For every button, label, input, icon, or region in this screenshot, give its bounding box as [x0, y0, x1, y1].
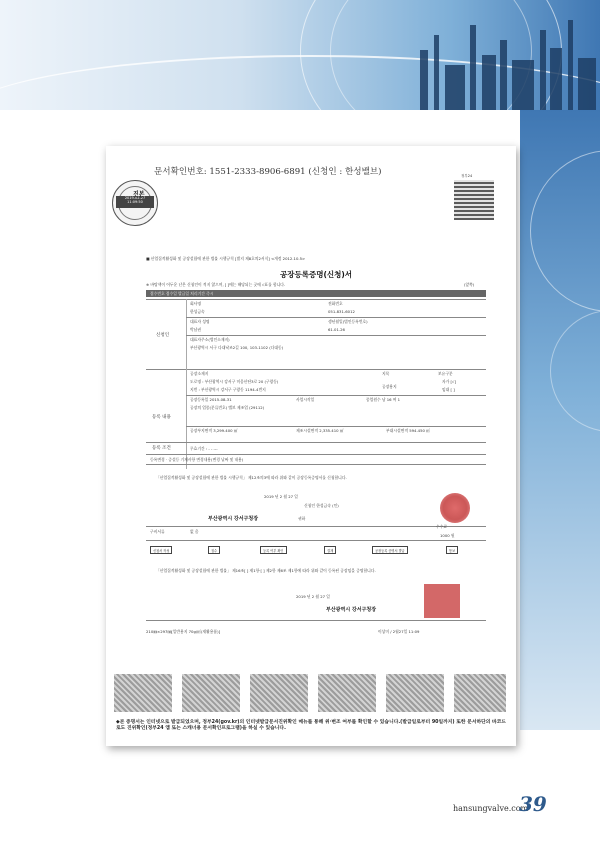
zone-label: 지목 — [382, 371, 390, 376]
applicant-signature: 신청인 한성금속 (인) — [304, 503, 339, 508]
attachment-label: 구비서류 — [150, 529, 165, 534]
company-value: 한성금속 — [190, 309, 205, 314]
auxiliary-area: 부대시설면적 594.450 ㎡ — [386, 428, 430, 433]
paper-spec: 210㎜×297㎜[일반용지 70g/㎡(재활용품)] — [146, 629, 221, 634]
address-value: 부산광역시 서구 다대낙조2길 100, 103-1102 (다대동) — [190, 345, 284, 350]
receipt-bar-text: 접수번호 접수일 발급일 처리기간 즉시 — [150, 291, 214, 296]
website-url: hansungvalve.com — [453, 804, 529, 813]
flow-step: 신청서 작성 — [150, 546, 172, 554]
certificate-document — [106, 146, 516, 746]
header-banner — [0, 0, 600, 110]
attachment-value: 없 음 — [190, 529, 199, 534]
side-decoration — [520, 110, 600, 730]
authenticity-seal-icon — [112, 180, 158, 226]
address-label: 대표자주소(법인소재지) — [190, 337, 230, 342]
barcode-block — [182, 674, 240, 712]
company-seal-icon — [440, 493, 470, 523]
factory-address-label: 공장소재지 — [190, 371, 209, 376]
change-line: 등록변경 · 증설등 기재사항 변경내용(변경 날짜 및 내용) — [150, 457, 244, 462]
flow-step: 결재 — [324, 546, 336, 554]
condition-value: 무효기간 : - - --- — [190, 446, 218, 451]
qr-tag: 정부24 — [461, 174, 473, 178]
side-ring-small — [550, 310, 600, 432]
form-notice: ※ 바탕색이 어두운 난은 신청인이 적지 않으며, [ ]에는 해당되는 곳에 √표를 합니다. — [146, 282, 286, 287]
company-label: 회사명 — [190, 301, 202, 306]
page-number: 39 — [519, 792, 547, 816]
issuer-name: 부산광역시 강서구청장 — [326, 607, 377, 613]
factory-address-lot: 지번 : 부산광역시 강서구 구랑동 1194-4번지 — [190, 387, 266, 392]
law-line: ■ 산업집적활성화 및 공장설립에 관한 법률 시행규칙 [별지 제8호의2서식] <개정 2012.10.5> — [146, 256, 306, 261]
ownership-rent: 임대 [ ] — [442, 387, 455, 392]
verification-barcode-icon — [454, 180, 494, 220]
certification-text: 「산업집적활성화 및 공장설립에 관한 법률」 제16조[ ] 제1항·[ ] 제2항 제6조 제1항에 따라 위와 같이 등록된 공장임을 증명합니다. — [156, 568, 376, 573]
fee-value: 1000 원 — [440, 533, 455, 538]
side-ring — [530, 150, 600, 312]
site-label: 공장용지 — [382, 384, 397, 389]
registration-section: 등록 내용 — [152, 415, 171, 420]
factory-address-road: 도로명 : 부산광역시 강서구 미음산단3로 20 (구랑동) — [190, 379, 279, 384]
birth-label: 생년월일(법인등록번호) — [328, 319, 368, 324]
condition-label: 등록 조건 — [152, 446, 171, 451]
phone-value: 051-831-6012 — [328, 309, 355, 314]
application-statement: 「산업집적활성화 및 공장설립에 관한 법률 시행규칙」 제12조의3에 따라 위와 같이 공장등록증명서를 신청합니다. — [156, 475, 347, 480]
seal-text: 2019-02-27 11:09:50 — [124, 196, 146, 204]
employee-count: 종업원수 남 16 여 1 — [366, 397, 401, 402]
flow-step: 등록 여부 확인 — [260, 546, 287, 554]
ownership-self: 자가 [√] — [442, 379, 456, 384]
seal-tag: 진본 — [133, 191, 145, 198]
issue-stamp: 이상미 / 2월27일 11:09 — [378, 629, 420, 634]
office-name: 부산광역시 강서구청장 — [208, 516, 259, 522]
official-seal-icon — [424, 584, 460, 618]
registration-date: 공장등록일 2015-08-31 — [190, 397, 232, 402]
flow-step: 접수 — [208, 546, 220, 554]
fee-label: 수수료 — [436, 524, 448, 529]
rep-value: 박남권 — [190, 327, 202, 332]
industry-value: 공장의 업종(분류번호) 밸브 제조업 (29112) — [190, 405, 265, 410]
barcode-block — [114, 674, 172, 712]
flow-step: 통보 — [446, 546, 458, 554]
factory-skyline-graphic — [400, 10, 600, 110]
apply-date: 2019 년 2 월 27 일 — [264, 494, 298, 499]
start-date-label: 사업시작일 — [296, 397, 315, 402]
barcode-block — [386, 674, 444, 712]
barcode-block — [454, 674, 506, 712]
birth-value: 61.01.26 — [328, 327, 345, 332]
phone-label: 전화번호 — [328, 301, 343, 306]
office-suffix: 귀하 — [298, 516, 306, 521]
verification-note: ◆본 증명서는 인터넷으로 발급되었으며, 정부24(gov.kr)의 인터넷발급문서진위확인 메뉴를 통해 위·변조 여부를 확인할 수 있습니다.(발급일로부터 90일까지) 또한 문서하단의 바코드로도 진위확인(정부24 앱 또는 스캐너용 문서확인프로그램)을 하실 수 있습니다. — [116, 720, 506, 732]
rep-label: 대표자 성명 — [190, 319, 210, 324]
ownership-label: 보유구분 — [438, 371, 453, 376]
manufacturing-area: 제조시설면적 2,335.410 ㎡ — [296, 428, 344, 433]
applicant-section: 신청인 — [156, 333, 170, 338]
front-label: (앞쪽) — [464, 282, 475, 287]
barcode-block — [318, 674, 376, 712]
barcode-block — [250, 674, 308, 712]
flow-step: 공장등록 증명서 발급 — [372, 546, 408, 554]
issue-date: 2019 년 2 월 27 일 — [296, 594, 330, 599]
site-area: 공장부지면적 3,299.400 ㎡ — [190, 428, 238, 433]
document-confirm-number: 문서확인번호: 1551-2333-8906-6891 (신청인 : 한성밸브) — [154, 167, 382, 177]
form-title: 공장등록증명(신청)서 — [279, 270, 353, 279]
